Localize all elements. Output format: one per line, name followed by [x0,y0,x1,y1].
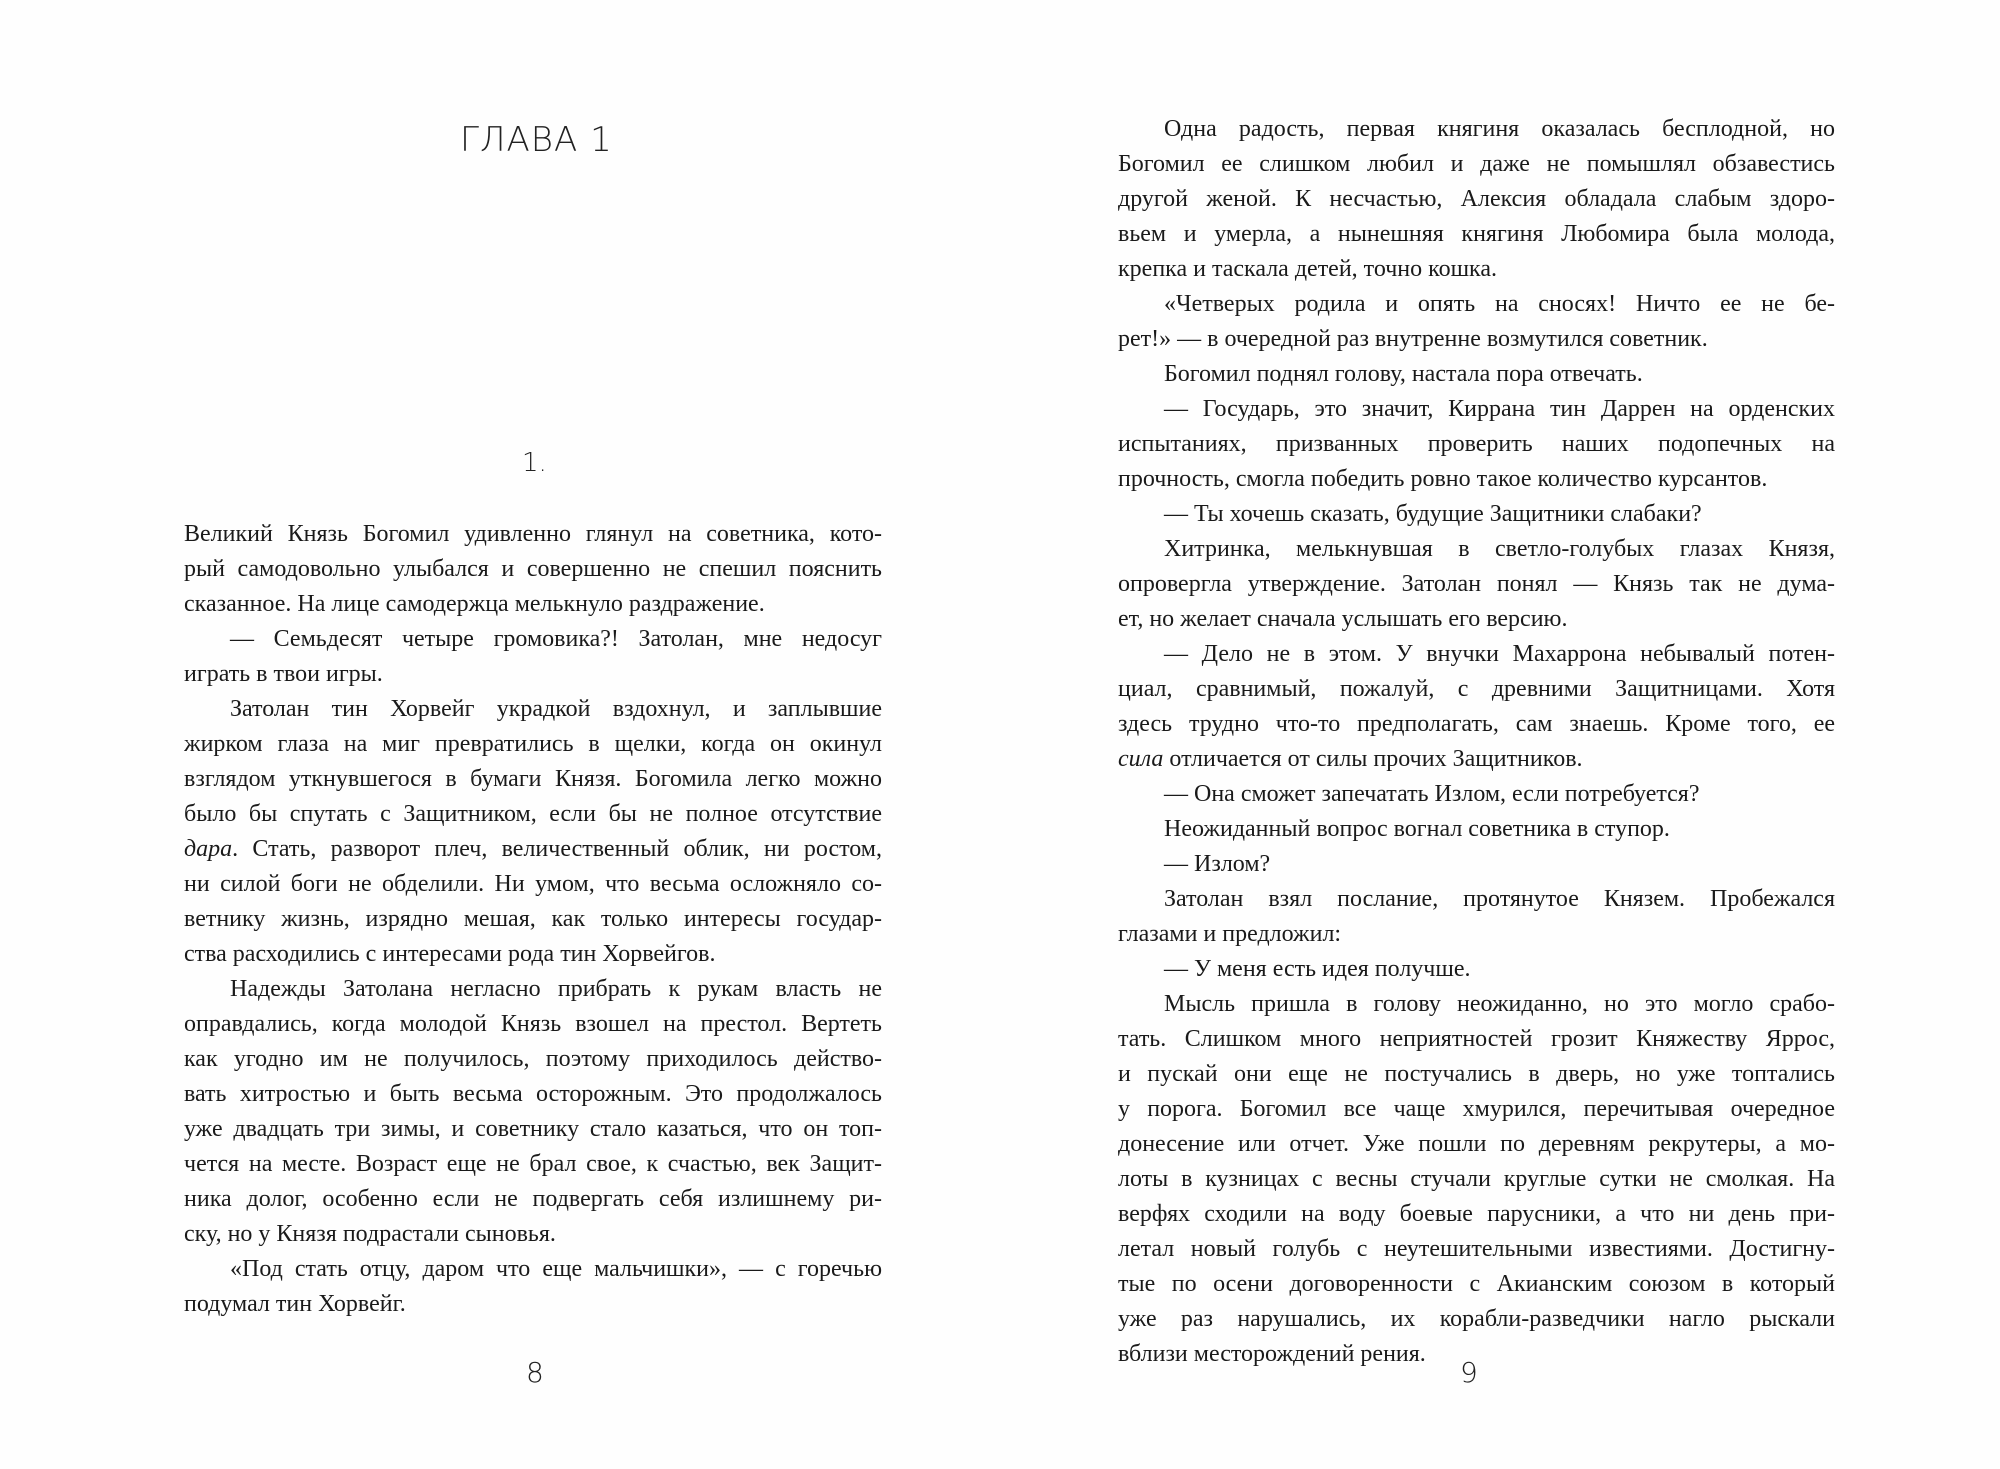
text-line: — Излом? [1164,851,1271,877]
text-line: рый самодовольно улыбался и совершенно не спешил пояснить [184,556,882,582]
text-line: сказанное. На лице самодержца мелькнуло раздражение. [184,591,765,617]
chapter-title: ГЛАВА 1 [460,120,613,160]
text-line: уже двадцать три зимы, и советнику стало казаться, что он топ- [184,1116,882,1142]
text-line: вблизи месторождений рения. [1118,1341,1426,1367]
page-number-right: 9 [1460,1356,1478,1389]
text-line: — Она сможет запечатать Излом, если потребуется? [1164,781,1700,807]
text-line: ет, но желает сначала услышать его версию. [1118,606,1568,632]
text-line: тать. Слишком много неприятностей грозит Княжеству Яррос, [1118,1026,1835,1052]
text-line: чется на месте. Возраст еще не брал свое, к счастью, век Защит- [184,1151,882,1177]
text-line: и пускай они еще не постучались в дверь, но уже топтались [1118,1061,1835,1087]
text-line: Затолан тин Хорвейг украдкой вздохнул, и заплывшие [230,696,882,722]
text-line: у порога. Богомил все чаще хмурился, перечитывая очередное [1118,1096,1835,1122]
text-line: Богомил ее слишком любил и даже не помышлял обзавестись [1118,151,1835,177]
text-line: дара. Стать, разворот плеч, величественный облик, ни ростом, [184,836,882,862]
text-line: взглядом уткнувшегося в бумаги Князя. Богомила легко можно [184,766,882,792]
text-line: вьем и умерла, а нынешняя княгиня Любомира была молода, [1118,221,1835,247]
text-line: испытаниях, призванных проверить наших подопечных на [1118,431,1835,457]
text-line: глазами и предложил: [1118,921,1342,947]
text-line: другой женой. К несчастью, Алексия обладала слабым здоро- [1118,186,1835,212]
text-line: лоты в кузницах с весны стучали круглые сутки не смолкая. На [1118,1166,1835,1192]
page-number-left: 8 [526,1356,544,1389]
text-line: подумал тин Хорвейг. [184,1291,406,1317]
text-line: Одна радость, первая княгиня оказалась бесплодной, но [1164,116,1835,142]
text-line: Мысль пришла в голову неожиданно, но это могло срабо- [1164,991,1835,1017]
text-line: играть в твои игры. [184,661,383,687]
text-line: Богомил поднял голову, настала пора отвечать. [1164,361,1643,387]
text-line: оправдались, когда молодой Князь взошел на престол. Вертеть [184,1011,882,1037]
text-line: Затолан взял послание, протянутое Князем. Пробежался [1164,886,1835,912]
text-line: Хитринка, мелькнувшая в светло-голубых глазах Князя, [1164,536,1835,562]
text-line: ску, но у Князя подрастали сыновья. [184,1221,556,1247]
left-body-text [184,517,882,1322]
text-line: вать хитростью и быть весьма осторожным. Это продолжалось [184,1081,882,1107]
text-line: — Государь, это значит, Киррана тин Даррен на орденских [1164,396,1835,422]
text-line: — Ты хочешь сказать, будущие Защитники слабаки? [1164,501,1702,527]
text-line: уже раз нарушались, их корабли-разведчики нагло рыскали [1118,1306,1835,1332]
text-line: верфях сходили на воду боевые парусники, а что ни день при- [1118,1201,1835,1227]
text-line: — У меня есть идея получше. [1164,956,1471,982]
text-line: тые по осени договоренности с Акианским союзом в который [1118,1271,1835,1297]
text-line: — Дело не в этом. У внучки Махаррона небывалый потен- [1164,641,1835,667]
text-line: сила отличается от силы прочих Защитников. [1118,746,1583,772]
text-line: «Под стать отцу, даром что еще мальчишки», — с горечью [230,1256,882,1282]
text-line: донесение или отчет. Уже пошли по деревням рекрутеры, а мо- [1118,1131,1835,1157]
text-line: циал, сравнимый, пожалуй, с древними Защитницами. Хотя [1118,676,1835,702]
text-line: Надежды Затолана негласно прибрать к рукам власть не [230,976,882,1002]
text-line: было бы спутать с Защитником, если бы не полное отсутствие [184,801,882,827]
text-line: здесь трудно что-то предполагать, сам знаешь. Кроме того, ее [1118,711,1835,737]
text-line: ства расходились с интересами рода тин Хорвейгов. [184,941,716,967]
text-line: ветнику жизнь, изрядно мешая, как только интересы государ- [184,906,882,932]
text-line: Великий Князь Богомил удивленно глянул на советника, кото- [184,521,882,547]
text-line: как угодно им не получилось, поэтому приходилось действо- [184,1046,882,1072]
text-line: крепка и таскала детей, точно кошка. [1118,256,1498,282]
text-line: — Семьдесят четыре громовика?! Затолан, мне недосуг [230,626,882,652]
text-line: Неожиданный вопрос вогнал советника в ступор. [1164,816,1670,842]
right-page [1000,0,2000,1469]
text-line: «Четверых родила и опять на сносях! Ничто ее не бе- [1164,291,1835,317]
text-line: опровергла утверждение. Затолан понял — Князь так не дума- [1118,571,1835,597]
section-number: 1. [522,448,547,478]
text-line: прочность, смогла победить ровно такое количество курсантов. [1118,466,1768,492]
text-line: рет!» — в очередной раз внутренне возмутился советник. [1118,326,1708,352]
text-line: жирком глаза на миг превратились в щелки, когда он окинул [184,731,882,757]
text-line: ника долог, особенно если не подвергать себя излишнему ри- [184,1186,882,1212]
text-line: ни силой боги не обделили. Ни умом, что весьма осложняло со- [184,871,882,897]
text-line: летал новый голубь с неутешительными известиями. Достигну- [1118,1236,1835,1262]
right-body-text [1118,112,1835,1372]
